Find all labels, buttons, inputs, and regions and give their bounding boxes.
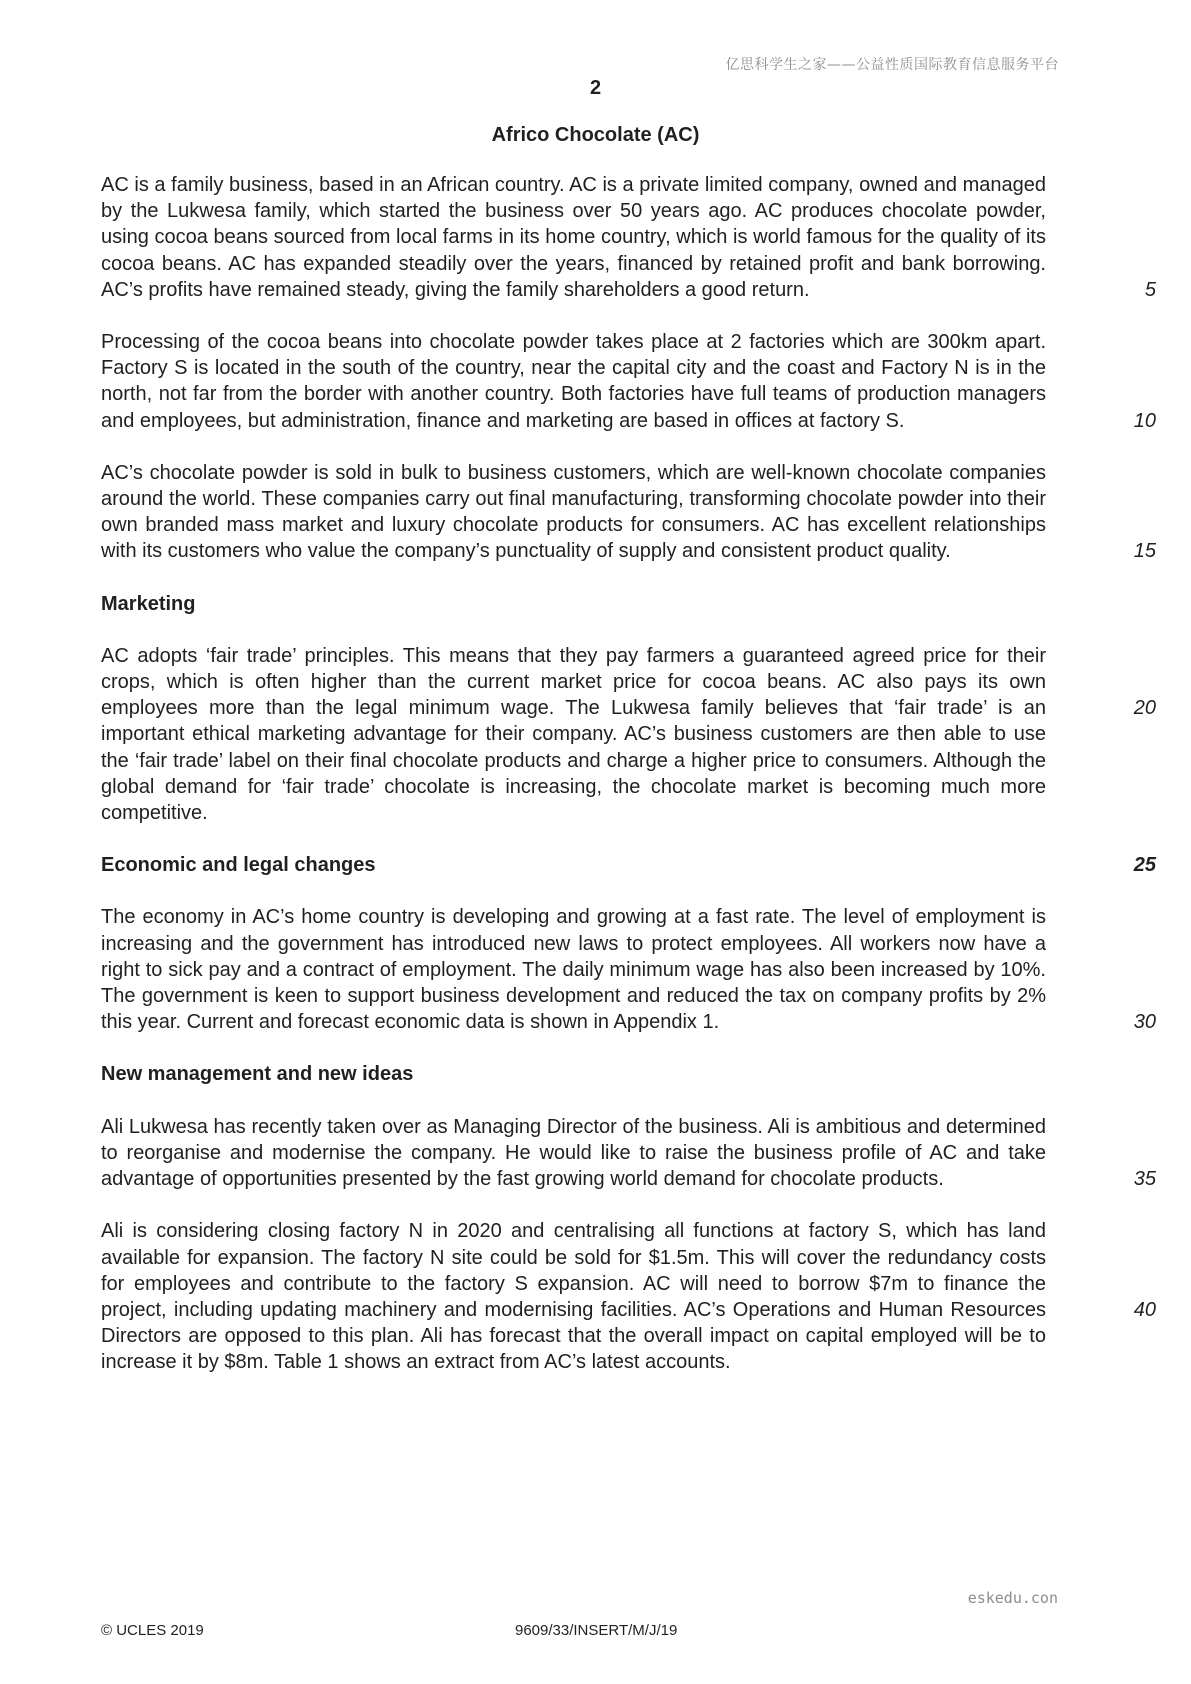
paragraph-intro xyxy=(101,172,1156,303)
line-number-20: 20 xyxy=(1133,697,1156,720)
line-number-15: 15 xyxy=(1133,540,1156,563)
paragraph-intro-text: AC is a family business, based in an African country. AC is a private limited company, owned and managed by the Lukwesa family, which started the business over 50 years ago. AC produces chocolate powder, using cocoa beans sourced from local farms in its home country, which is world famous for the quality of its cocoa beans. AC has expanded steadily over the years, financed by retained profit and bank borrowing. AC’s profits have remained steady, giving the family shareholders a good return. xyxy=(101,174,1046,301)
watermark-bottom: eskedu.con xyxy=(967,1589,1058,1607)
line-number-5: 5 xyxy=(1144,278,1156,301)
footer-paper-code: 9609/33/INSERT/M/J/19 xyxy=(515,1622,678,1639)
line-number-35: 35 xyxy=(1133,1168,1156,1191)
line-number-30: 30 xyxy=(1133,1011,1156,1034)
page-number: 2 xyxy=(589,77,602,99)
paragraph-customers xyxy=(101,460,1156,565)
line-number-10: 10 xyxy=(1133,409,1156,432)
paragraph-economy xyxy=(101,904,1156,1035)
paragraph-factories-text: Processing of the cocoa beans into chocolate powder takes place at 2 factories which are 300km apart. Factory S is located in the south of the country, near the capital city and the coast and Factory N is in the north, not far from the border with another country. Both factories have full teams of production managers and employees, but administration, finance and marketing are based in offices at factory S. xyxy=(101,331,1046,432)
paragraph-factory-plan-text: Ali is considering closing factory N in 2020 and centralising all functions at factory S, which has land available for expansion. The factory N site could be sold for $1.5m. This will cover the redundancy costs for employees and contribute to the factory S expansion. AC will need to borrow $7m to finance the project, including updating machinery and modernising facilities. AC’s Operations and Human Resources Directors are opposed to this plan. Ali has forecast that the overall impact on capital employed will be to increase it by $8m. Table 1 shows an extract from AC’s latest accounts. xyxy=(101,1220,1046,1374)
page-title: Africo Chocolate (AC) xyxy=(491,124,700,146)
paragraph-customers-text: AC’s chocolate powder is sold in bulk to business customers, which are well-known chocolate companies around the world. These companies carry out final manufacturing, transforming chocolate powder into their own branded mass market and luxury chocolate products for consumers. AC has excellent relationships with its customers who value the company’s punctuality of supply and consistent product quality. xyxy=(101,461,1046,563)
footer-copyright: © UCLES 2019 xyxy=(101,1622,204,1639)
paragraph-marketing xyxy=(101,643,1156,826)
line-number-25: 25 xyxy=(1133,854,1156,877)
heading-economic-legal-text: Economic and legal changes xyxy=(101,854,376,877)
paragraph-marketing-text: AC adopts ‘fair trade’ principles. This means that they pay farmers a guaranteed agreed price for their crops, which is often higher than the current market price for cocoa beans. AC also pays its own employees more than the legal minimum wage. The Lukwesa family believes that ‘fair trade’ is an important ethical marketing advantage for their company. AC’s business customers are then able to use the ‘fair trade’ label on their final chocolate products and charge a higher price to consumers. Although the global demand for ‘fair trade’ chocolate is increasing, the chocolate market is becoming much more competitive. xyxy=(101,644,1046,825)
line-number-40: 40 xyxy=(1133,1298,1156,1321)
paragraph-economy-text: The economy in AC’s home country is developing and growing at a fast rate. The level of employment is increasing and the government has introduced new laws to protect employees. All workers now have a right to sick pay and a contract of employment. The daily minimum wage has also been increased by 10%. The government is keen to support business development and reduced the tax on company profits by 2% this year. Current and forecast economic data is shown in Appendix 1. xyxy=(101,906,1046,1034)
body-content xyxy=(101,172,1156,1402)
paragraph-factories xyxy=(101,329,1156,434)
heading-marketing: Marketing xyxy=(101,592,196,615)
watermark-top: 亿思科学生之家——公益性质国际教育信息服务平台 xyxy=(725,57,1059,73)
heading-new-management: New management and new ideas xyxy=(101,1063,414,1086)
paragraph-ali-profile xyxy=(101,1114,1156,1193)
heading-economic-legal xyxy=(101,852,1156,878)
paragraph-factory-plan xyxy=(101,1218,1156,1375)
paragraph-ali-profile-text: Ali Lukwesa has recently taken over as Managing Director of the business. Ali is ambitious and determined to reorganise and modernise the company. He would like to raise the business profile of AC and take advantage of opportunities presented by the fast growing world demand for chocolate products. xyxy=(101,1115,1046,1191)
